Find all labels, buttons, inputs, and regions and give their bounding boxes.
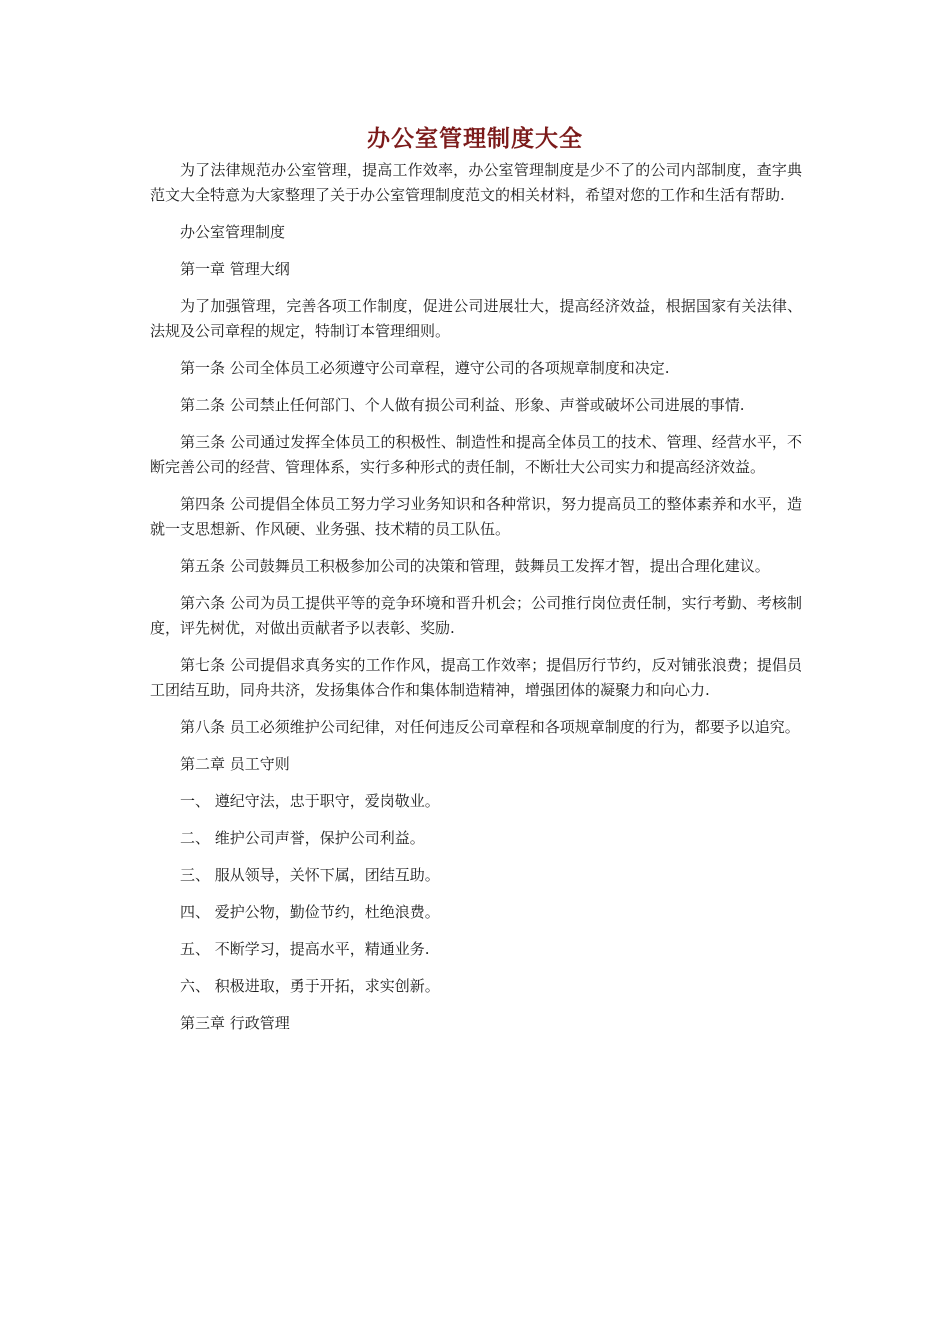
section-heading: 办公室管理制度 [180, 223, 286, 241]
intro-paragraph: 为了法律规范办公室管理，提高工作效率，办公室管理制度是少不了的公司内部制度，查字典范文大全特意为大家整理了关于办公室管理制度范文的相关材料，希望对您的工作和生活有帮助. [150, 161, 802, 204]
list-item: 三、 服从领导，关怀下属，团结互助。 [180, 866, 440, 884]
list-item: 一、 遵纪守法，忠于职守，爱岗敬业。 [180, 792, 440, 810]
paragraph: 为了加强管理，完善各项工作制度，促进公司进展壮大，提高经济效益，根据国家有关法律、法规及公司章程的规定，特制订本管理细则。 [150, 297, 802, 340]
article-paragraph: 第七条 公司提倡求真务实的工作作风，提高工作效率；提倡厉行节约，反对铺张浪费；提倡员工团结互助，同舟共济，发扬集体合作和集体制造精神，增强团体的凝聚力和向心力. [150, 656, 802, 699]
list-item: 四、 爱护公物，勤俭节约，杜绝浪费。 [180, 903, 440, 921]
article-paragraph: 第一条 公司全体员工必须遵守公司章程，遵守公司的各项规章制度和决定. [180, 359, 670, 377]
list-item: 二、 维护公司声誉，保护公司利益。 [180, 829, 425, 847]
article-paragraph: 第六条 公司为员工提供平等的竞争环境和晋升机会；公司推行岗位责任制，实行考勤、考核制度，评先树优，对做出贡献者予以表彰、奖励. [150, 594, 802, 637]
chapter-heading: 第一章 管理大纲 [180, 260, 290, 278]
article-paragraph: 第三条 公司通过发挥全体员工的积极性、制造性和提高全体员工的技术、管理、经营水平，不断完善公司的经营、管理体系，实行多种形式的责任制，不断壮大公司实力和提高经济效益。 [150, 433, 802, 476]
article-paragraph: 第八条 员工必须维护公司纪律，对任何违反公司章程和各项规章制度的行为，都要予以追究。 [180, 718, 800, 736]
article-paragraph: 第二条 公司禁止任何部门、个人做有损公司利益、形象、声誉或破坏公司进展的事情. [180, 396, 745, 414]
chapter-heading: 第三章 行政管理 [180, 1014, 290, 1032]
document-body [150, 158, 802, 1048]
list-item: 五、 不断学习，提高水平，精通业务. [180, 940, 430, 958]
list-item: 六、 积极进取，勇于开拓，求实创新。 [180, 977, 440, 995]
article-paragraph: 第四条 公司提倡全体员工努力学习业务知识和各种常识，努力提高员工的整体素养和水平，造就一支思想新、作风硬、业务强、技术精的员工队伍。 [150, 495, 802, 538]
chapter-heading: 第二章 员工守则 [180, 755, 290, 773]
article-paragraph: 第五条 公司鼓舞员工积极参加公司的决策和管理，鼓舞员工发挥才智，提出合理化建议。 [180, 557, 770, 575]
document-title: 办公室管理制度大全 [367, 125, 583, 152]
